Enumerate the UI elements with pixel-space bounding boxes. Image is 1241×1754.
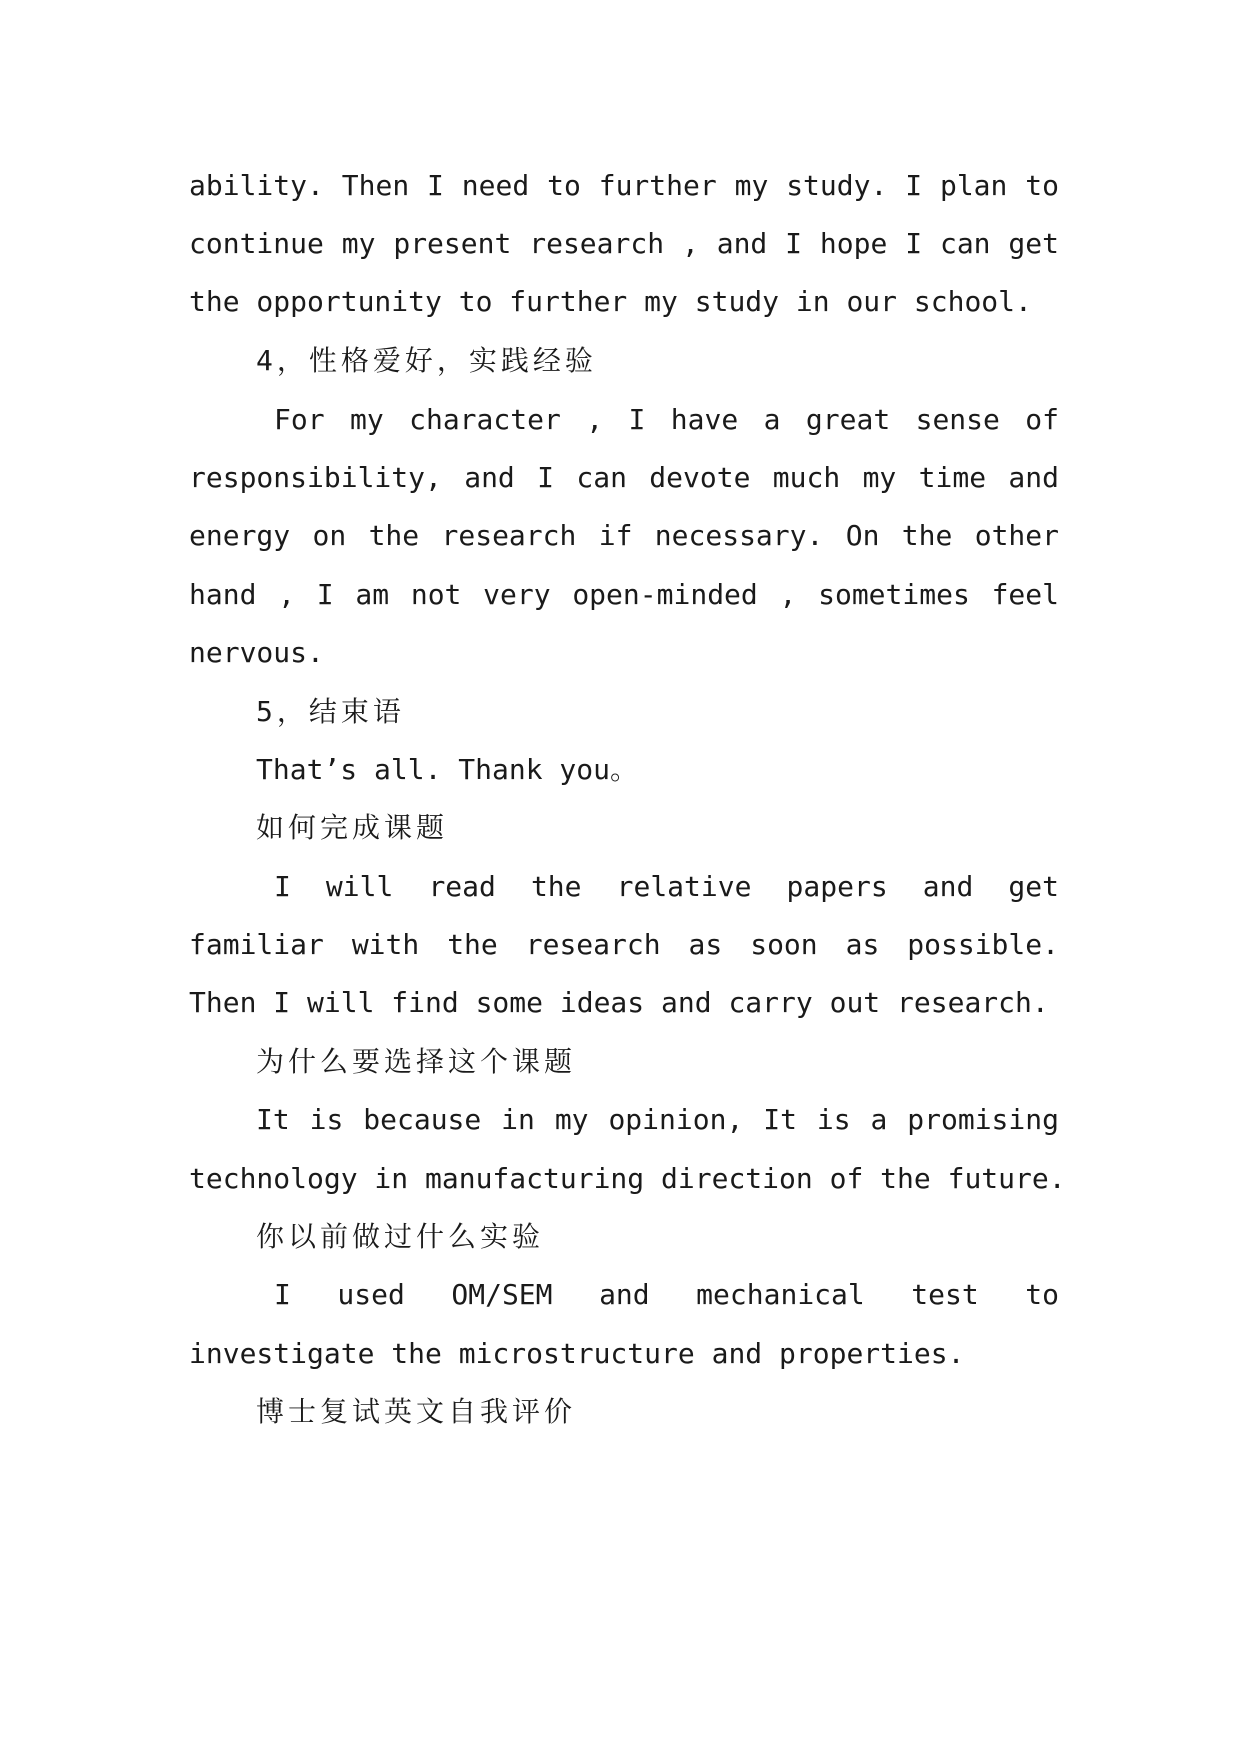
text-line: nervous. (189, 636, 324, 669)
text-line: Then I will find some ideas and carry out research. (189, 986, 1049, 1019)
text-line: For my character , I have a great sense of (274, 403, 1059, 436)
text-line: responsibility, and I can devote much my time and (189, 461, 1059, 494)
text-line: investigate the microstructure and properties. (189, 1337, 965, 1370)
text-line: technology in manufacturing direction of the future. (189, 1162, 1066, 1195)
text-line: the opportunity to further my study in our school. (189, 285, 1032, 318)
text-line: ability. Then I need to further my study. I plan to (189, 169, 1059, 202)
text-line: I will read the relative papers and get (274, 870, 1059, 903)
section-heading: 博士复试英文自我评价 (256, 1395, 577, 1428)
text-line: That’s all. Thank you。 (256, 753, 639, 786)
text-line: familiar with the research as soon as possible. (189, 928, 1059, 961)
section-heading: 4，性格爱好，实践经验 (256, 344, 597, 377)
section-heading: 你以前做过什么实验 (256, 1220, 545, 1253)
section-heading: 5，结束语 (256, 695, 405, 728)
text-line: continue my present research , and I hope I can get (189, 227, 1059, 260)
text-line: I used OM/SEM and mechanical test to (274, 1278, 1059, 1311)
section-heading: 为什么要选择这个课题 (256, 1045, 577, 1078)
text-line: It is because in my opinion, It is a promising (256, 1103, 1059, 1136)
text-line: hand , I am not very open-minded , sometimes feel (189, 578, 1059, 611)
text-line: energy on the research if necessary. On the other (189, 519, 1059, 552)
section-heading: 如何完成课题 (256, 811, 449, 844)
